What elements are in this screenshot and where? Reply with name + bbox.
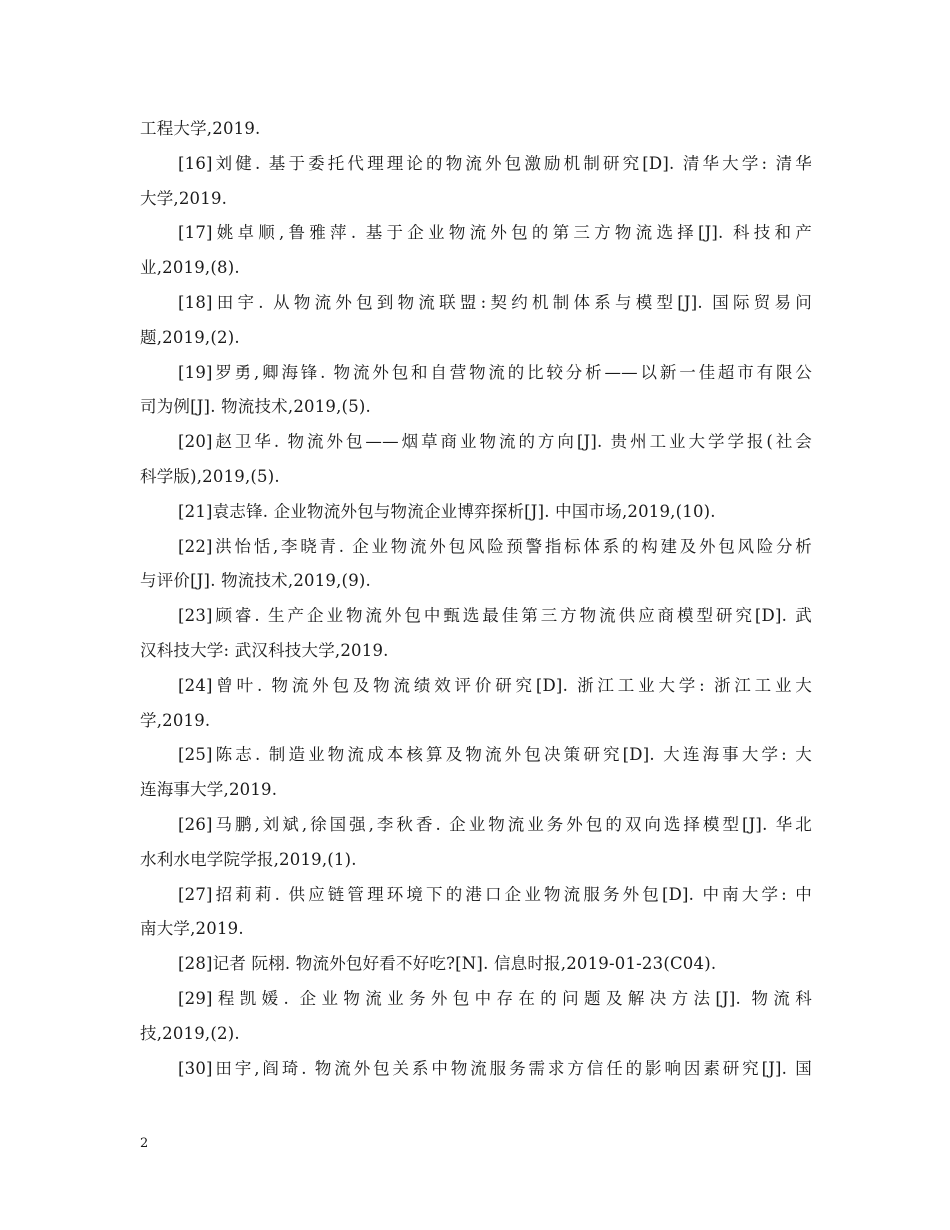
reference-line: [19]罗勇,卿海锋. 物流外包和自营物流的比较分析——以新一佳超市有限公 bbox=[178, 362, 812, 382]
reference-line: [23]顾睿. 生产企业物流外包中甄选最佳第三方物流供应商模型研究[D]. 武 bbox=[178, 606, 812, 626]
reference-line: [18]田宇. 从物流外包到物流联盟:契约机制体系与模型[J]. 国际贸易问 bbox=[178, 292, 812, 312]
reference-line: [29]程凯媛. 企业物流业务外包中存在的问题及解决方法[J]. 物流科 bbox=[178, 988, 812, 1008]
reference-line: 学,2019. bbox=[140, 710, 211, 730]
reference-list bbox=[140, 112, 812, 1086]
reference-line: 题,2019,(2). bbox=[140, 327, 240, 347]
reference-line: [21]袁志锋. 企业物流外包与物流企业博弈探析[J]. 中国市场,2019,(10). bbox=[178, 501, 716, 521]
reference-line: [26]马鹏,刘斌,徐国强,李秋香. 企业物流业务外包的双向选择模型[J]. 华北 bbox=[178, 814, 812, 834]
reference-line: [16]刘健. 基于委托代理理论的物流外包激励机制研究[D]. 清华大学: 清华 bbox=[178, 153, 812, 173]
reference-line: 南大学,2019. bbox=[140, 919, 244, 939]
reference-line: 与评价[J]. 物流技术,2019,(9). bbox=[140, 571, 371, 591]
reference-line: 工程大学,2019. bbox=[140, 119, 261, 138]
reference-line: [22]洪怡恬,李晓青. 企业物流外包风险预警指标体系的构建及外包风险分析 bbox=[178, 536, 812, 556]
reference-line: 司为例[J]. 物流技术,2019,(5). bbox=[140, 397, 371, 417]
reference-line: 科学版),2019,(5). bbox=[140, 466, 280, 486]
reference-line: 连海事大学,2019. bbox=[140, 780, 278, 800]
reference-line: 业,2019,(8). bbox=[140, 258, 240, 278]
reference-line: [30]田宇,阎琦. 物流外包关系中物流服务需求方信任的影响因素研究[J]. 国 bbox=[178, 1058, 812, 1078]
reference-line: [27]招莉莉. 供应链管理环境下的港口企业物流服务外包[D]. 中南大学: 中 bbox=[178, 884, 812, 904]
reference-line: [17]姚卓顺,鲁雅萍. 基于企业物流外包的第三方物流选择[J]. 科技和产 bbox=[178, 223, 812, 243]
reference-line: 大学,2019. bbox=[140, 188, 228, 208]
reference-line: [28]记者 阮栩. 物流外包好看不好吃?[N]. 信息时报,2019-01-23(C04). bbox=[178, 954, 717, 974]
reference-line: 技,2019,(2). bbox=[140, 1023, 240, 1043]
reference-line: [24]曾叶. 物流外包及物流绩效评价研究[D]. 浙江工业大学: 浙江工业大 bbox=[178, 675, 812, 695]
page-number: 2 bbox=[140, 1136, 149, 1151]
reference-line: [25]陈志. 制造业物流成本核算及物流外包决策研究[D]. 大连海事大学: 大 bbox=[178, 745, 812, 765]
reference-line: 汉科技大学: 武汉科技大学,2019. bbox=[140, 640, 389, 660]
reference-line: [20]赵卫华. 物流外包——烟草商业物流的方向[J]. 贵州工业大学学报(社会 bbox=[178, 432, 812, 452]
reference-line: 水利水电学院学报,2019,(1). bbox=[140, 849, 357, 869]
